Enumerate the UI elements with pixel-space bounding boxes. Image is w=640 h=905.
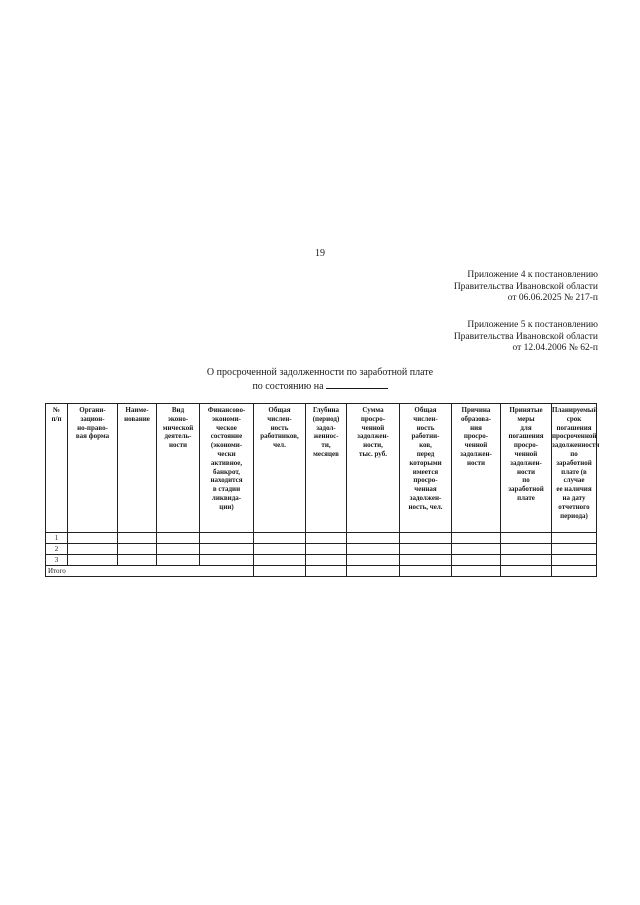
table-cell bbox=[552, 533, 597, 544]
table-cell bbox=[400, 566, 452, 577]
table-cell bbox=[68, 555, 118, 566]
table-cell bbox=[347, 555, 400, 566]
header-arrears-amount: Сумма просро- ченной задолжен- ности, тыс. руб. bbox=[347, 404, 400, 533]
total-label: Итого bbox=[46, 566, 254, 577]
appendix-original-line1: Приложение 5 к постановлению bbox=[467, 320, 598, 330]
arrears-table bbox=[45, 403, 600, 577]
header-legal-form: Органи- зацион- но-право- вая форма bbox=[68, 404, 118, 533]
table-cell bbox=[552, 544, 597, 555]
table-cell bbox=[254, 544, 306, 555]
table-cell bbox=[347, 533, 400, 544]
table-row bbox=[46, 555, 597, 566]
report-title bbox=[140, 367, 500, 393]
table-cell bbox=[254, 555, 306, 566]
table-cell bbox=[157, 544, 200, 555]
table-cell bbox=[501, 544, 552, 555]
table-cell bbox=[306, 566, 347, 577]
table-cell bbox=[452, 555, 501, 566]
table-cell bbox=[452, 544, 501, 555]
appendix-current-line3: от 06.06.2025 № 217-п bbox=[507, 293, 598, 303]
table-cell bbox=[501, 555, 552, 566]
table-cell bbox=[452, 566, 501, 577]
header-arrears-reason: Причина образова- ния просро- ченной задолжен- ности bbox=[452, 404, 501, 533]
table-row bbox=[46, 544, 597, 555]
table-cell bbox=[306, 533, 347, 544]
table-total-row bbox=[46, 566, 597, 577]
table-cell bbox=[501, 566, 552, 577]
report-title-line2 bbox=[252, 379, 387, 393]
appendix-original-line3: от 12.04.2006 № 62-п bbox=[512, 343, 598, 353]
header-planned-repayment: Планируемый срок погашения просроченной задолженности по заработной плате (в случае ее наличия на дату отчетного периода) bbox=[552, 404, 597, 533]
table-cell bbox=[347, 544, 400, 555]
table-cell bbox=[118, 533, 157, 544]
table-cell bbox=[306, 555, 347, 566]
appendix-original-line2: Правительства Ивановской области bbox=[453, 331, 598, 342]
table-header-row bbox=[46, 404, 597, 533]
table-cell bbox=[118, 555, 157, 566]
table-cell bbox=[552, 566, 597, 577]
table-cell bbox=[68, 544, 118, 555]
page-number: 19 bbox=[315, 248, 325, 259]
report-date-blank bbox=[326, 379, 388, 389]
table-cell bbox=[552, 555, 597, 566]
header-financial-state: Финансово- экономи- ческое состояние (экономи- чески активное, банкрот, находится в стадии ликвида- ции) bbox=[200, 404, 254, 533]
header-number: № п/п bbox=[46, 404, 68, 533]
table-cell bbox=[347, 566, 400, 577]
table-cell bbox=[400, 544, 452, 555]
table-cell bbox=[306, 544, 347, 555]
table-cell bbox=[254, 566, 306, 577]
table-cell bbox=[254, 533, 306, 544]
table-cell bbox=[400, 533, 452, 544]
appendix-current-line1: Приложение 4 к постановлению bbox=[467, 270, 598, 280]
table-cell bbox=[68, 533, 118, 544]
report-title-line1: О просроченной задолженности по заработной плате bbox=[206, 367, 434, 378]
header-affected-employees: Общая числен- ность работни- ков, перед которыми имеется просро- ченная задолжен- ность, чел. bbox=[400, 404, 452, 533]
header-activity-type: Вид эконо- мической деятель- ности bbox=[157, 404, 200, 533]
table-cell bbox=[501, 533, 552, 544]
row-number: 2 bbox=[46, 544, 68, 555]
report-date-label: по состоянию на bbox=[252, 381, 324, 392]
appendix-original-reference bbox=[358, 320, 598, 355]
header-measures-taken: Принятые меры для погашения просро- ченной задолжен- ности по заработной плате bbox=[501, 404, 552, 533]
appendix-current-reference bbox=[358, 270, 598, 305]
row-number: 3 bbox=[46, 555, 68, 566]
table-cell bbox=[118, 544, 157, 555]
appendix-current-line2: Правительства Ивановской области bbox=[453, 281, 598, 292]
table-cell bbox=[452, 533, 501, 544]
table-cell bbox=[200, 555, 254, 566]
table-cell bbox=[400, 555, 452, 566]
row-number: 1 bbox=[46, 533, 68, 544]
table-cell bbox=[157, 555, 200, 566]
table-cell bbox=[157, 533, 200, 544]
header-total-employees: Общая числен- ность работников, чел. bbox=[254, 404, 306, 533]
table-row bbox=[46, 533, 597, 544]
header-arrears-depth: Глубина (период) задол- женнос- ти, месяцев bbox=[306, 404, 347, 533]
header-name: Наиме- нование bbox=[118, 404, 157, 533]
table-cell bbox=[200, 533, 254, 544]
table-cell bbox=[200, 544, 254, 555]
